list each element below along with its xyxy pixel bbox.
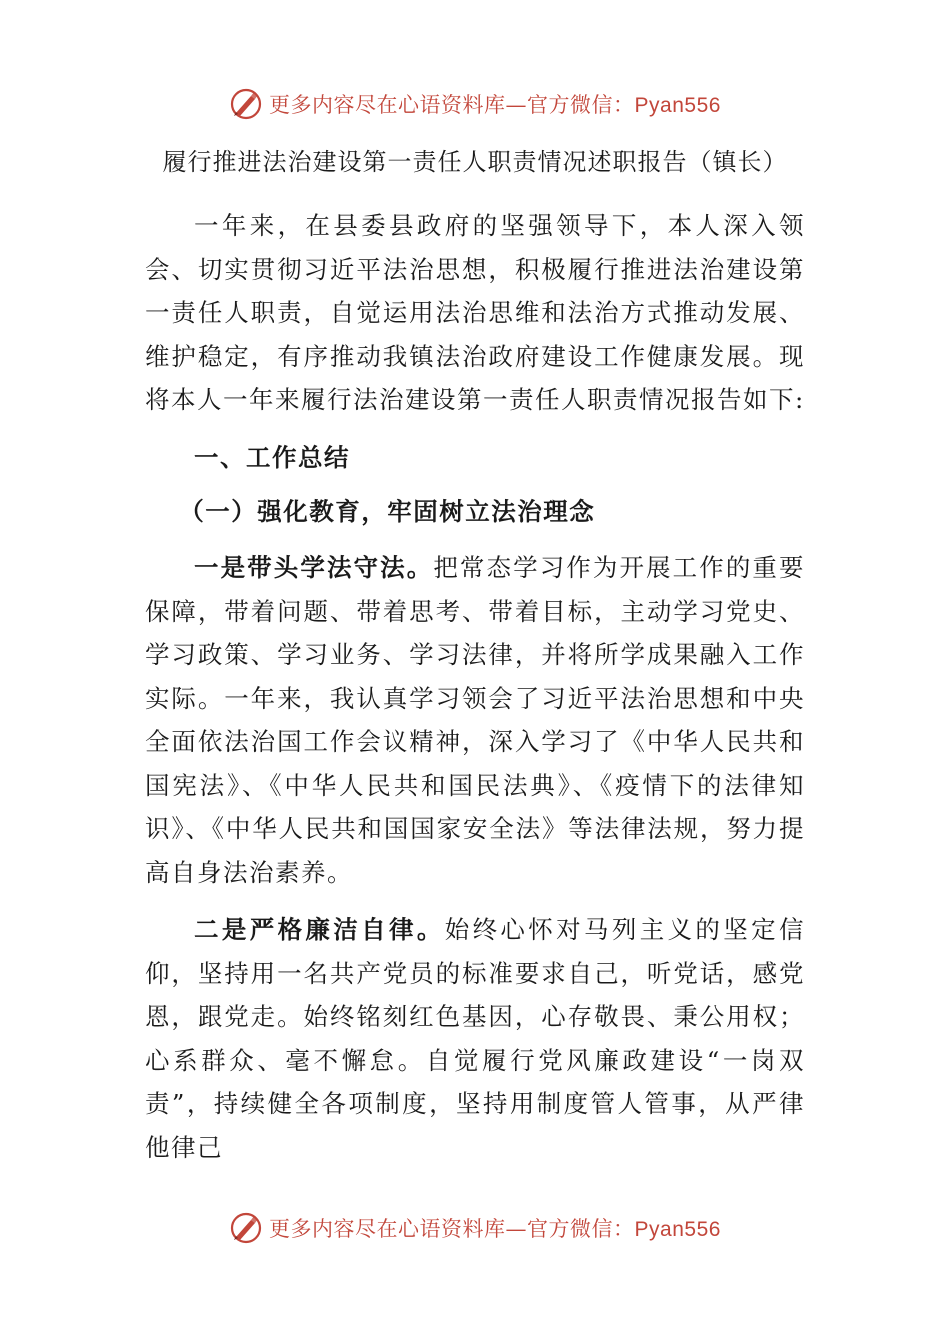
pen-logo-icon xyxy=(229,1211,263,1245)
subsection-heading: （一）强化教育，牢固树立法治理念 xyxy=(179,497,596,526)
document-title: 履行推进法治建设第一责任人职责情况述职报告（镇长） xyxy=(162,148,788,176)
footer-banner xyxy=(0,1208,950,1248)
header-banner xyxy=(0,84,950,124)
paragraph-2-text: 始终心怀对马列主义的坚定信仰，坚持用一名共产党员的标准要求自己，听党话，感党恩，跟党走。始终铭刻红色基因，心存敬畏、秉公用权；心系群众、毫不懈怠。自觉履行党风廉政建设“一岗双责”，持续健全各项制度，坚持用制度管人管事，从严律他律己 xyxy=(145,915,806,1162)
banner-text: 更多内容尽在心语资料库—官方微信：Pyan556 xyxy=(269,1217,721,1241)
wechat-id: Pyan556 xyxy=(634,94,721,117)
pen-logo-icon xyxy=(229,87,263,121)
intro-paragraph: 一年来，在县委县政府的坚强领导下，本人深入领会、切实贯彻习近平法治思想，积极履行推进法治建设第一责任人职责，自觉运用法治思维和法治方式推动发展、维护稳定，有序推动我镇法治政府建设工作健康发展。现将本人一年来履行法治建设第一责任人职责情况报告如下: xyxy=(145,211,805,414)
banner-text: 更多内容尽在心语资料库—官方微信：Pyan556 xyxy=(269,93,721,117)
paragraph-1-text: 把常态学习作为开展工作的重要保障，带着问题、带着思考、带着目标，主动学习党史、学习政策、学习业务、学习法律，并将所学成果融入工作实际。一年来，我认真学习领会了习近平法治思想和中央全面依法治国工作会议精神，深入学习了《中华人民共和国宪法》、《中华人民共和国民法典》、《疫情下的法律知识》、《中华人民共和国国家安全法》等法律法规，努力提高自身法治素养。 xyxy=(145,553,806,887)
wechat-id: Pyan556 xyxy=(634,1218,721,1241)
paragraph-1-lead: 一是带头学法守法。 xyxy=(194,553,434,582)
paragraph-2-lead: 二是严格廉洁自律。 xyxy=(194,915,445,944)
paragraph-1 xyxy=(145,546,805,894)
section-heading: 一、工作总结 xyxy=(194,443,350,472)
paragraph-2 xyxy=(145,908,805,1169)
